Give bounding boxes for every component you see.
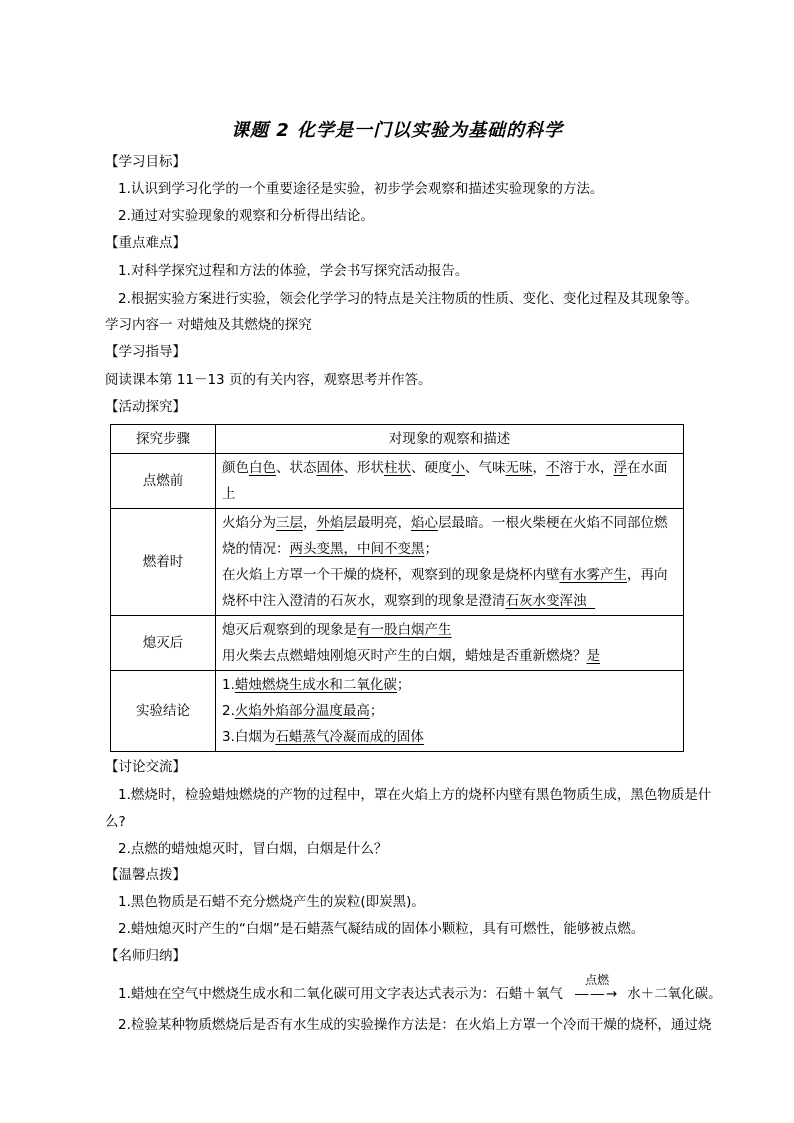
text: 、形状 xyxy=(343,460,384,476)
step-burning: 燃着时 xyxy=(111,509,216,616)
answer: 小 xyxy=(451,460,465,476)
guide-text: 阅读课本第 11－13 页的有关内容，观察思考并作答。 xyxy=(105,372,432,388)
answer: 不 xyxy=(546,460,560,476)
section-heading-activity: 【活动探究】 xyxy=(105,399,186,415)
text: ； xyxy=(424,541,438,557)
answer: 柱状 xyxy=(384,460,411,476)
header-step: 探究步骤 xyxy=(111,425,216,454)
answer: 三层 xyxy=(276,515,303,531)
text: 、状态 xyxy=(276,460,317,476)
text: 烧杯中注入澄清的石灰水，观察到的现象是澄清 xyxy=(222,593,506,609)
text: 、硬度 xyxy=(411,460,452,476)
observation-conclusion xyxy=(216,671,684,752)
summary-item-1 xyxy=(118,973,722,1004)
section-heading-summary: 【名师归纳】 xyxy=(105,948,186,964)
text: ，再向 xyxy=(627,567,668,583)
reaction-arrow xyxy=(567,973,627,1004)
answer: 白色 xyxy=(249,460,276,476)
reaction-condition: 点燃 xyxy=(585,973,610,987)
tip-item-2: 2.蜡烛熄灭时产生的“白烟”是石蜡蒸气凝结成的固体小颗粒，具有可燃性，能够被点燃。 xyxy=(118,921,645,937)
discussion-item-1-cont: 么? xyxy=(105,814,126,830)
table-row xyxy=(111,671,684,752)
text: 熄灭后观察到的现象是 xyxy=(222,622,357,638)
key-point-1: 1.对科学探究过程和方法的体验，学会书写探究活动报告。 xyxy=(118,263,469,279)
text: 、气味 xyxy=(465,460,506,476)
answer: 浮 xyxy=(613,460,627,476)
section-heading-discussion: 【讨论交流】 xyxy=(105,759,186,775)
text: 上 xyxy=(222,486,236,502)
answer: 固体 xyxy=(316,460,344,476)
text: 在水面 xyxy=(627,460,668,476)
table-row xyxy=(111,616,684,671)
observation-before-lighting xyxy=(216,454,684,509)
table-row xyxy=(111,509,684,616)
text: 火焰分为 xyxy=(222,515,276,531)
goal-item-2: 2.通过对实验现象的观察和分析得出结论。 xyxy=(118,208,374,224)
text: 烧的情况： xyxy=(222,541,290,557)
page-title: 课题 2 化学是一门以实验为基础的科学 xyxy=(230,120,564,141)
discussion-item-2: 2.点燃的蜡烛熄灭时，冒白烟，白烟是什么？ xyxy=(118,841,388,857)
text: 溶于水， xyxy=(559,460,614,476)
answer: 火焰外焰部分温度最高 xyxy=(234,703,370,719)
answer: 焰心 xyxy=(411,515,438,531)
text: ； xyxy=(369,703,384,719)
arrow-icon: ――→ xyxy=(575,986,620,1002)
text: 3.白烟为 xyxy=(222,729,276,745)
text: ； xyxy=(396,677,411,693)
answer: 石蜡蒸气冷凝而成的固体 xyxy=(275,729,424,745)
tip-item-1: 1.黑色物质是石蜡不充分燃烧产生的炭粒(即炭黑)。 xyxy=(118,894,425,910)
text: 1.蜡烛在空气中燃烧生成水和二氧化碳可用文字表达式表示为：石蜡＋氧气 xyxy=(118,986,568,1002)
answer: 无味 xyxy=(505,460,533,476)
answer: 石灰水变浑浊 xyxy=(505,593,596,609)
discussion-item-1: 1.燃烧时，检验蜡烛燃烧的产物的过程中，罩在火焰上方的烧杯内壁有黑色物质生成，黑色物质是什 xyxy=(118,787,712,803)
text: 颜色 xyxy=(222,460,249,476)
answer: 有水雾产生 xyxy=(559,567,627,583)
section-heading-goals: 【学习目标】 xyxy=(105,154,186,170)
text: 1. xyxy=(222,677,235,693)
key-point-2: 2.根据实验方案进行实验，领会化学学习的特点是关注物质的性质、变化、变化过程及其现象等。 xyxy=(118,291,698,307)
learning-content-heading: 学习内容一 对蜡烛及其燃烧的探究 xyxy=(105,317,312,333)
section-heading-key-points: 【重点难点】 xyxy=(105,235,186,251)
text: 2. xyxy=(222,703,235,719)
section-heading-tips: 【温馨点拨】 xyxy=(105,867,186,883)
text: 水＋二氧化碳。 xyxy=(627,986,722,1002)
answer: 外焰 xyxy=(316,515,344,531)
step-conclusion: 实验结论 xyxy=(111,671,216,752)
table-row xyxy=(111,454,684,509)
step-extinguished: 熄灭后 xyxy=(111,616,216,671)
answer: 两头变黑，中间不变黑 xyxy=(289,541,425,557)
text: ， xyxy=(303,515,317,531)
text: 用火柴去点燃蜡烛刚熄灭时产生的白烟，蜡烛是否重新燃烧？ xyxy=(222,648,587,664)
answer: 是 xyxy=(586,648,600,664)
answer: 蜡烛燃烧生成水和二氧化碳 xyxy=(234,677,397,693)
summary-item-2: 2.检验某种物质燃烧后是否有水生成的实验操作方法是：在火焰上方罩一个冷而干燥的烧杯，通过烧 xyxy=(118,1017,712,1033)
table-header-row xyxy=(111,425,684,454)
text: 层最明亮， xyxy=(343,515,411,531)
header-observation: 对现象的观察和描述 xyxy=(216,425,684,454)
text: 在火焰上方罩一个干燥的烧杯，观察到的现象是烧杯内壁 xyxy=(222,567,560,583)
text: 层最暗。一根火柴梗在火焰不同部位燃 xyxy=(438,515,668,531)
text: ， xyxy=(532,460,546,476)
section-heading-guide: 【学习指导】 xyxy=(105,344,186,360)
goal-item-1: 1.认识到学习化学的一个重要途径是实验，初步学会观察和描述实验现象的方法。 xyxy=(118,181,604,197)
answer: 有一股白烟产生 xyxy=(357,622,452,638)
activity-table xyxy=(110,424,684,752)
step-before-lighting: 点燃前 xyxy=(111,454,216,509)
observation-burning xyxy=(216,509,684,616)
observation-extinguished xyxy=(216,616,684,671)
